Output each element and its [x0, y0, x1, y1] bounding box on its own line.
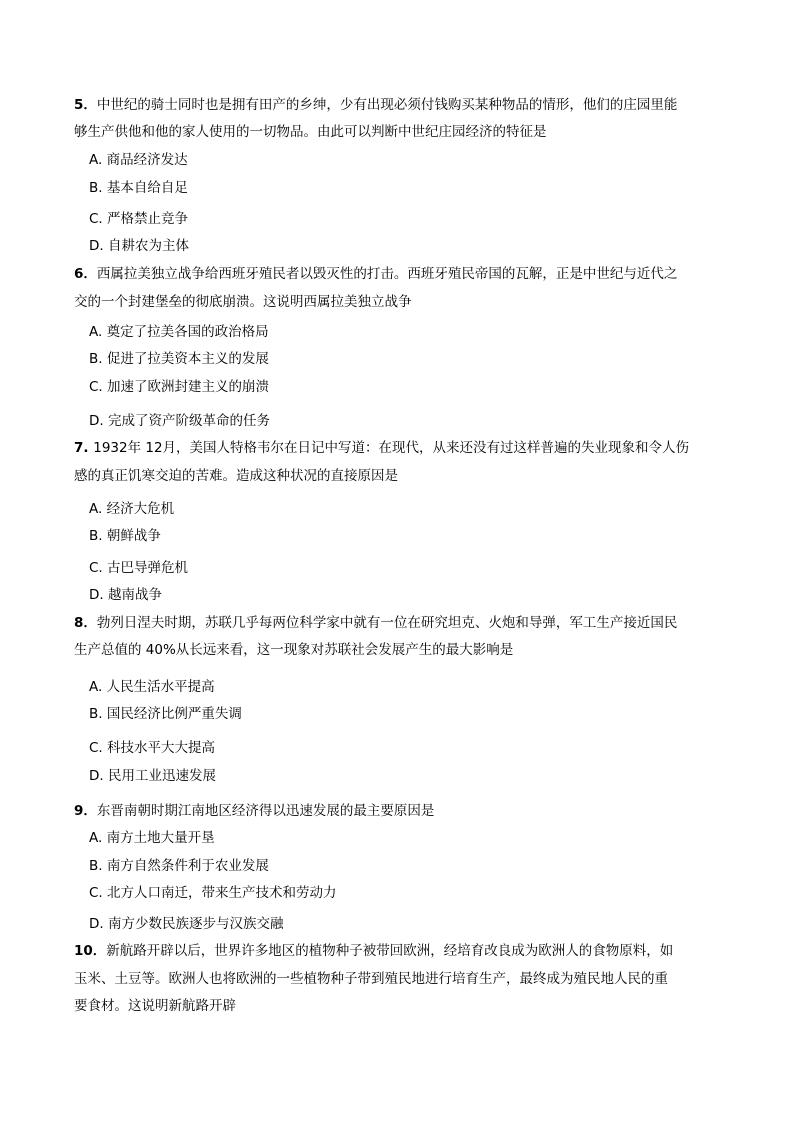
- question-7-option-a: A. 经济大危机: [89, 501, 175, 517]
- question-5-number: 5．: [74, 97, 97, 113]
- question-10-stem-1: 新航路开辟以后，世界许多地区的植物种子被带回欧洲，经培育改良成为欧洲人的食物原料，如: [106, 943, 674, 959]
- question-9-line-1: [74, 802, 714, 820]
- question-9-option-d: D. 南方少数民族逐步与汉族交融: [89, 916, 284, 932]
- question-8-option-c: C. 科技水平大大提高: [89, 740, 216, 756]
- question-7-stem-1: 1932年 12月，美国人特格韦尔在日记中写道：在现代，从来还没有过这样普遍的失业现象和令人伤: [93, 440, 690, 456]
- question-9-option-b: B. 南方自然条件利于农业发展: [89, 858, 269, 874]
- question-9-option-a: A. 南方土地大量开垦: [89, 830, 215, 846]
- question-5-option-a: A. 商品经济发达: [89, 152, 188, 168]
- question-7-option-d: D. 越南战争: [89, 587, 162, 603]
- question-6-option-b: B. 促进了拉美资本主义的发展: [89, 351, 269, 367]
- question-6-option-d: D. 完成了资产阶级革命的任务: [89, 413, 270, 429]
- question-5-stem-1: 中世纪的骑士同时也是拥有田产的乡绅，少有出现必须付钱购买某种物品的情形，他们的庄园里能: [96, 97, 678, 113]
- question-9-stem-1: 东晋南朝时期江南地区经济得以迅速发展的最主要原因是: [96, 803, 435, 819]
- question-10-stem-2: 玉米、土豆等。欧洲人也将欧洲的一些植物种子带到殖民地进行培育生产，最终成为殖民地人民的重: [74, 971, 668, 987]
- question-8-number: 8．: [74, 615, 97, 631]
- question-10-stem-3: 要食材。这说明新航路开辟: [74, 998, 236, 1014]
- question-5-stem-2: 够生产供他和他的家人使用的一切物品。由此可以判断中世纪庄园经济的特征是: [74, 124, 547, 140]
- question-8-line-1: [74, 614, 714, 632]
- question-8-option-b: B. 国民经济比例严重失调: [89, 706, 242, 722]
- question-8-stem-2: 生产总值的 40%从长远来看，这一现象对苏联社会发展产生的最大影响是: [74, 642, 514, 658]
- question-5-option-d: D. 自耕农为主体: [89, 238, 189, 254]
- question-6-stem-2: 交的一个封建堡垒的彻底崩溃。这说明西属拉美独立战争: [74, 294, 412, 310]
- question-5-line-1: [74, 96, 714, 114]
- question-10-number: 10．: [74, 943, 107, 959]
- question-7-number: 7.: [74, 440, 94, 456]
- question-9-number: 9．: [74, 803, 97, 819]
- question-9-option-c: C. 北方人口南迁，带来生产技术和劳动力: [89, 885, 337, 901]
- question-6-number: 6．: [74, 266, 97, 282]
- question-6-option-c: C. 加速了欧洲封建主义的崩溃: [89, 379, 270, 395]
- question-6-option-a: A. 奠定了拉美各国的政治格局: [89, 324, 269, 340]
- question-7-option-c: C. 古巴导弹危机: [89, 560, 189, 576]
- question-6-stem-1: 西属拉美独立战争给西班牙殖民者以毁灭性的打击。西班牙殖民帝国的瓦解，正是中世纪与近代之: [96, 266, 678, 282]
- question-5-option-c: C. 严格禁止竞争: [89, 211, 189, 227]
- question-8-option-a: A. 人民生活水平提高: [89, 679, 215, 695]
- question-5-option-b: B. 基本自给自足: [89, 180, 188, 196]
- question-6-line-1: [74, 265, 714, 283]
- question-10-line-1: [74, 942, 714, 960]
- question-7-line-1: [74, 439, 714, 457]
- question-8-option-d: D. 民用工业迅速发展: [89, 768, 216, 784]
- question-7-option-b: B. 朝鲜战争: [89, 528, 161, 544]
- question-7-stem-2: 感的真正饥寒交迫的苦难。造成这种状况的直接原因是: [74, 468, 398, 484]
- question-8-stem-1: 勃列日涅夫时期，苏联几乎每两位科学家中就有一位在研究坦克、火炮和导弹，军工生产接近国民: [96, 615, 678, 631]
